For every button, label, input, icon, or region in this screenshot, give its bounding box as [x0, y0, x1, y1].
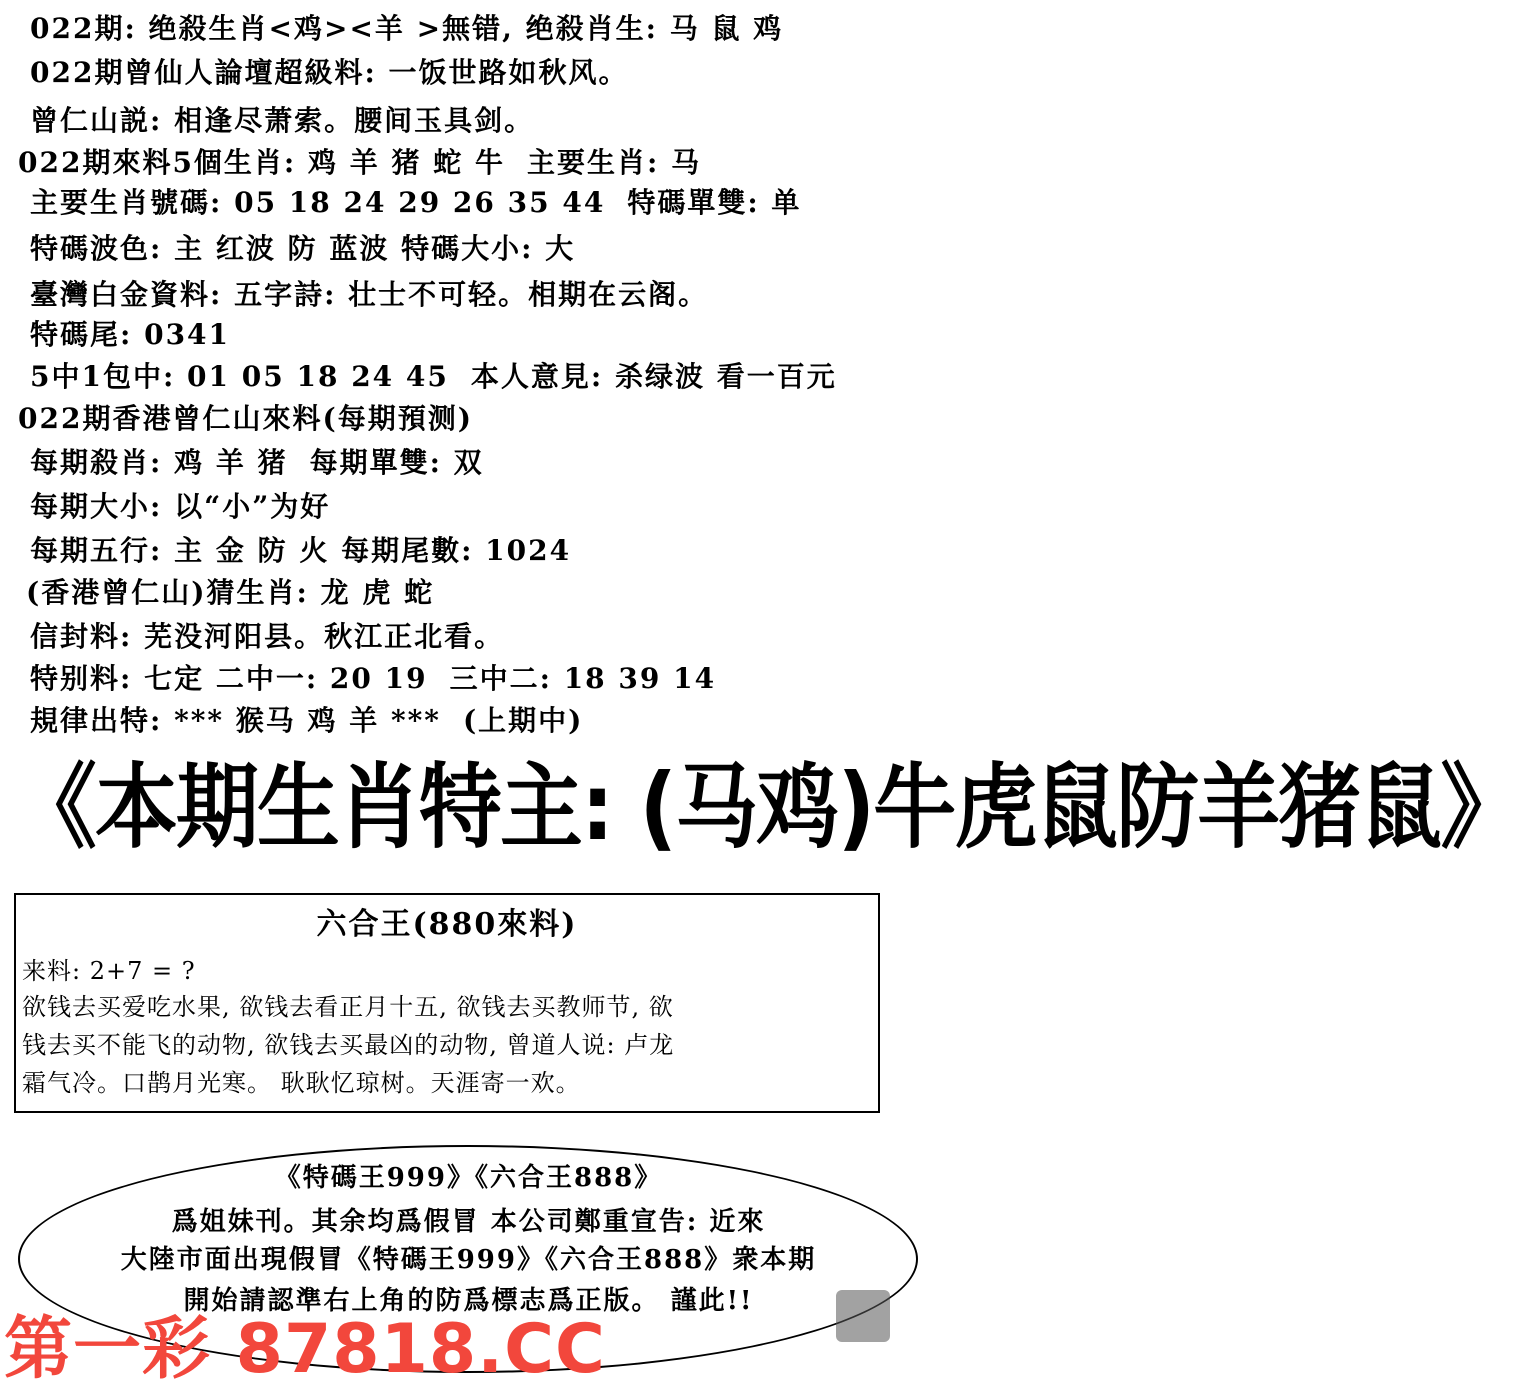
forecast-line [30, 662, 716, 696]
forecast-line [18, 402, 473, 436]
site-watermark: 第一彩 87818.CC [4, 1310, 606, 1389]
forecast-line [30, 232, 575, 266]
forecast-line [26, 576, 434, 610]
forecast-text: 特碼尾: 0341 [30, 318, 231, 351]
notice-line: 爲姐妹刊。其余均爲假冒 本公司鄭重宣告: 近來 [171, 1207, 766, 1237]
forecast-text: 特碼單雙: 单 [627, 186, 802, 219]
forecast-text: 022期香港曾仁山來料(每期預测) [18, 402, 473, 435]
forecast-text: 每期五行: 主 金 防 火 每期尾數: 1024 [30, 534, 572, 567]
forecast-text: 本人意見: 杀绿波 看一百元 [470, 360, 837, 393]
forecast-text: 022期來料5個生肖: 鸡 羊 猪 蛇 牛 [18, 146, 506, 179]
forecast-text: 曾仁山説: 相逢尽萧索。腰间玉具剑。 [30, 104, 535, 137]
notice-line: 大陸市面出現假冒《特碼王999》《六合王888》衆本期 [120, 1245, 817, 1275]
forecast-text: 三中二: 18 39 14 [449, 662, 717, 695]
forecast-line [30, 278, 708, 312]
forecast-text: (香港曾仁山)猜生肖: 龙 虎 蛇 [26, 576, 435, 609]
forecast-line [30, 318, 230, 352]
forecast-text: 每期大小: 以“小”为好 [30, 490, 331, 523]
box-line: 钱去买不能飞的动物, 欲钱去买最凶的动物, 曾道人说: 卢龙 [22, 1031, 675, 1059]
forecast-text: 5中1包中: 01 05 18 24 45 [30, 360, 449, 393]
forecast-text: 特碼波色: 主 红波 防 蓝波 特碼大小: 大 [30, 232, 576, 265]
forecast-line [30, 446, 484, 480]
forecast-text: 022期: 绝殺生肖<鸡><羊 >無错, 绝殺肖生: 马 鼠 鸡 [30, 12, 784, 45]
forecast-text: 主要生肖號碼: 05 18 24 29 26 35 44 [30, 186, 606, 219]
box-line: 欲钱去买爱吃水果, 欲钱去看正月十五, 欲钱去买教师节, 欲 [22, 993, 674, 1021]
authenticity-seal-icon [836, 1290, 890, 1342]
forecast-text: 特别料: 七定 二中一: 20 19 [30, 662, 428, 695]
forecast-text: 臺灣白金資料: 五字詩: 壮士不可轻。相期在云阁。 [30, 278, 709, 311]
notice-line: 《特碼王999》《六合王888》 [274, 1163, 663, 1193]
headline-banner: 《本期生肖特主: (马鸡)牛虎鼠防羊猪鼠》 [14, 754, 1521, 861]
forecast-text: 022期曾仙人論壇超級料: 一饭世路如秋风。 [30, 56, 629, 89]
forecast-line [30, 490, 330, 524]
forecast-line [30, 534, 571, 568]
forecast-line [30, 360, 837, 394]
forecast-line [30, 12, 783, 46]
forecast-text: 每期單雙: 双 [309, 446, 484, 479]
box-line: 来料: 2+7 = ? [22, 957, 196, 985]
forecast-text: (上期中) [462, 704, 584, 737]
box-title: 六合王(880來料) [316, 907, 578, 942]
forecast-text: 每期殺肖: 鸡 羊 猪 [30, 446, 288, 479]
forecast-line [30, 104, 534, 138]
forecast-line [18, 146, 701, 180]
forecast-line [30, 620, 504, 654]
forecast-line [30, 704, 583, 738]
notice-line: 開始請認準右上角的防爲標志爲正版。 謹此!! [183, 1286, 754, 1316]
liuhe-king-box [14, 893, 880, 1113]
forecast-line [30, 186, 801, 220]
forecast-line [30, 56, 629, 90]
box-line: 霜气冷。口鹊月光寒。 耿耿忆琼树。天涯寄一欢。 [22, 1069, 581, 1097]
forecast-text: 主要生肖: 马 [527, 146, 702, 179]
forecast-text: 規律出特: *** 猴马 鸡 羊 *** [30, 704, 441, 737]
forecast-text: 信封料: 芜没河阳县。秋江正北看。 [30, 620, 505, 653]
